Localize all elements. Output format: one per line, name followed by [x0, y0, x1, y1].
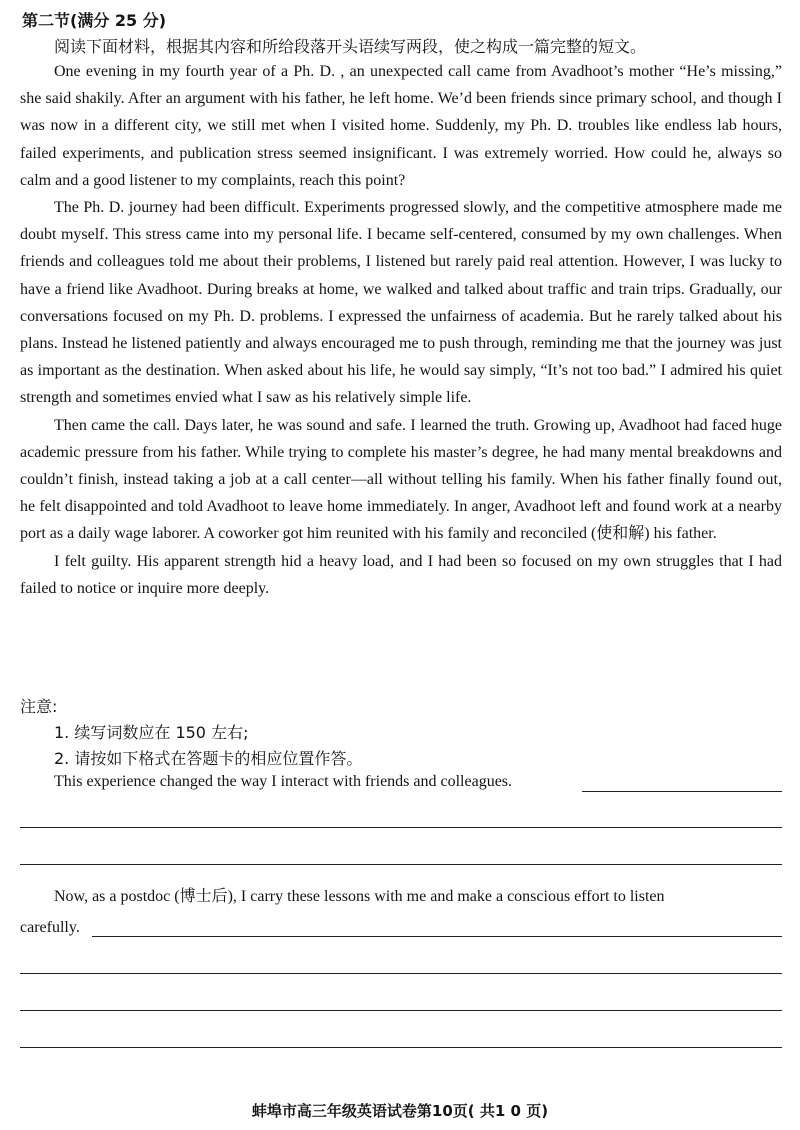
- page-footer: 蚌埠市高三年级英语试卷第10页( 共1 0 页): [251, 1102, 549, 1120]
- answer-line[interactable]: [92, 936, 782, 937]
- answer-line[interactable]: [20, 1047, 782, 1048]
- passage-paragraph-4: I felt guilty. His apparent strength hid a heavy load, and I had been so focused on my own struggles that I had failed to notice or inquire more deeply.: [20, 552, 782, 597]
- writing-instruction: 阅读下面材料，根据其内容和所给段落开头语续写两段，使之构成一篇完整的短文。: [54, 37, 647, 56]
- note-label: 注意:: [20, 697, 58, 716]
- answer-line[interactable]: [20, 827, 782, 828]
- answer-line[interactable]: [582, 791, 782, 792]
- requirement-2: 2. 请按如下格式在答题卡的相应位置作答。: [54, 749, 363, 768]
- answer-line[interactable]: [20, 973, 782, 974]
- answer-line[interactable]: [20, 1010, 782, 1011]
- continuation-prompt-2: Now, as a postdoc (博士后), I carry these lessons with me and make a conscious effort to listen: [54, 888, 665, 905]
- passage-paragraph-1: One evening in my fourth year of a Ph. D. , an unexpected call came from Avadhoot’s mother “He’s missing,” she said shakily. After an argument with his father, he left home. We’d been friends since primary school, and though I was now in a different city, we still met when I visited home. Suddenly, my Ph. D. troubles like endless lab hours, failed experiments, and publication stress seemed insignificant. I was extremely worried. How could he, always so calm and a good listener to my complaints, reach this point?: [20, 63, 782, 189]
- reading-passage: [20, 58, 782, 602]
- passage-paragraph-3: Then came the call. Days later, he was sound and safe. I learned the truth. Growing up, Avadhoot had faced huge academic pressure from his father. While trying to complete his master’s degree, he had many mental breakdowns and couldn’t finish, instead taking a job at a call center—all without telling his family. When his father finally found out, he felt disappointed and told Avadhoot to leave home immediately. In anger, Avadhoot left and found work at a nearby port as a daily wage laborer. A coworker got him reunited with his family and reconciled (使和解) his father.: [20, 416, 782, 543]
- answer-line[interactable]: [20, 864, 782, 865]
- requirement-1: 1. 续写词数应在 150 左右;: [54, 723, 249, 742]
- section-heading: 第二节(满分 25 分): [22, 11, 167, 30]
- continuation-prompt-1: This experience changed the way I interact with friends and colleagues.: [54, 773, 513, 790]
- continuation-prompt-2-end: carefully.: [20, 919, 80, 936]
- passage-paragraph-2: The Ph. D. journey had been difficult. Experiments progressed slowly, and the competitive atmosphere made me doubt myself. This stress came into my personal life. I became self-centered, consumed by my own challenges. When friends and colleagues told me about their problems, I listened but rarely paid real attention. However, I was lucky to have a friend like Avadhoot. During breaks at home, we walked and talked about traffic and train trips. Gradually, our conversations focused on my Ph. D. problems. I expressed the unfairness of academia. But he rarely talked about his plans. Instead he listened patiently and always encouraged me to push through, reminding me that the journey was just as important as the destination. When asked about his life, he would say simply, “It’s not too bad.” I admired his quiet strength and sometimes envied what I saw as his relatively simple life.: [20, 199, 782, 407]
